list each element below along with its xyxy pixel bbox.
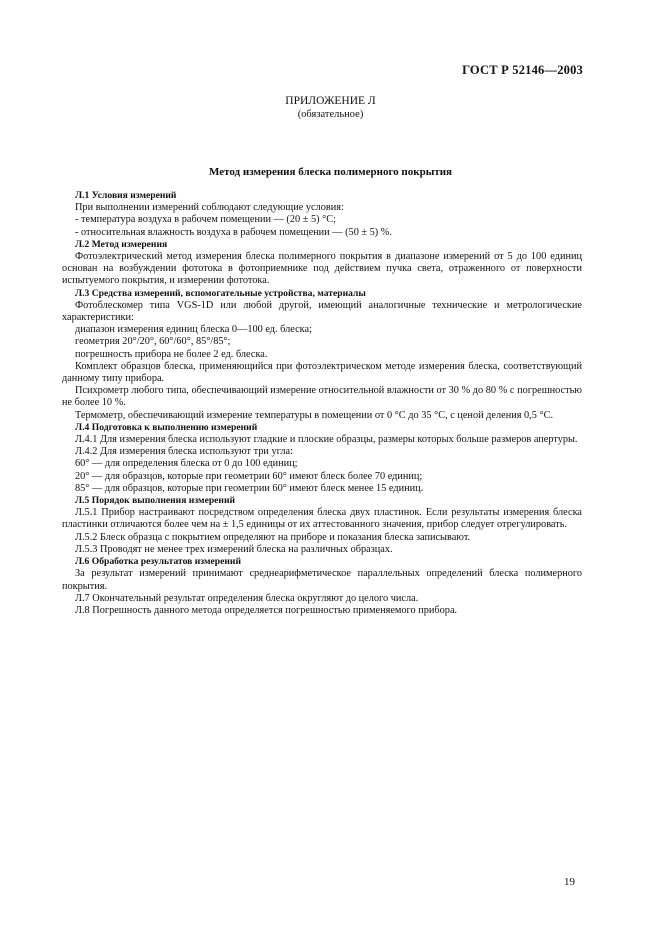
appendix-block xyxy=(0,95,661,121)
paragraph: Психрометр любого типа, обеспечивающий измерение относительной влажности от 30 % до 80 % с погрешностью не более 10 %. xyxy=(62,385,582,409)
section-heading: Л.2 Метод измерения xyxy=(75,238,168,250)
list-item: диапазон измерения единиц блеска 0—100 ед. блеска; xyxy=(75,324,312,336)
section-heading: Л.3 Средства измерений, вспомогательные устройства, материалы xyxy=(75,287,366,299)
list-item: 60° — для определения блеска от 0 до 100 единиц; xyxy=(75,458,298,470)
section-heading: Л.6 Обработка результатов измерений xyxy=(75,556,241,568)
paragraph: Л.8 Погрешность данного метода определяется погрешностью применяемого прибора. xyxy=(75,604,458,616)
paragraph: За результат измерений принимают среднеарифметическое параллельных определений блеска полимерного покрытия. xyxy=(62,568,582,592)
paragraph: Фотоблескомер типа VGS-1D или любой другой, имеющий аналогичные технические и метрологические характеристики: xyxy=(62,299,582,324)
section-heading: Л.1 Условия измерений xyxy=(75,190,177,201)
paragraph: Л.5.1 Прибор настраивают посредством определения блеска двух пластинок. Если результаты измерения блеска пластинки отличаются более чем на ± 1,5 единицы от их аттестованного значения, прибор следует отрегулировать. xyxy=(62,507,582,531)
appendix-status: (обязательное) xyxy=(297,109,364,120)
list-item: - относительная влажность воздуха в рабочем помещении — (50 ± 5) %. xyxy=(75,226,392,238)
list-item: геометрия 20°/20°, 60°/60°, 85°/85°; xyxy=(75,336,231,348)
standard-number: ГОСТ Р 52146—2003 xyxy=(462,63,583,77)
paragraph: Л.5.3 Проводят не менее трех измерений блеска на различных образцах. xyxy=(75,543,393,555)
appendix-title: ПРИЛОЖЕНИЕ Л xyxy=(285,95,376,107)
paragraph: Л.4.1 Для измерения блеска используют гладкие и плоские образцы, размеры которых больше размеров апертуры. xyxy=(75,434,578,446)
paragraph: Фотоэлектрический метод измерения блеска полимерного покрытия в диапазоне измерений от 5 до 100 единиц основан на возбуждении фототока в фотоприемнике под действием пучка света, отраженного от поверхности испытуемого покрытия, и измерении фототока. xyxy=(62,251,582,287)
paragraph: Комплект образцов блеска, применяющийся при фотоэлектрическом методе измерения блеска, соответствующий данному типу прибора. xyxy=(62,360,582,385)
document-title: Метод измерения блеска полимерного покрытия xyxy=(208,166,453,178)
section-heading: Л.4 Подготовка к выполнению измерений xyxy=(75,421,258,433)
paragraph: Л.7 Окончательный результат определения блеска округляют до целого числа. xyxy=(75,592,419,604)
paragraph: Л.4.2 Для измерения блеска используют три угла: xyxy=(75,446,293,458)
paragraph: При выполнении измерений соблюдают следующие условия: xyxy=(75,202,344,214)
list-item: погрешность прибора не более 2 ед. блеска. xyxy=(75,348,268,360)
page-number: 19 xyxy=(564,876,575,888)
list-item: 20° — для образцов, которые при геометрии 60° имеют блеск более 70 единиц; xyxy=(75,470,423,482)
list-item: - температура воздуха в рабочем помещении — (20 ± 5) °С; xyxy=(75,214,336,226)
paragraph: Л.5.2 Блеск образца с покрытием определяют на приборе и показания блеска записывают. xyxy=(75,531,471,543)
list-item: 85° — для образцов, которые при геометрии 60° имеют блеск менее 15 единиц. xyxy=(75,482,424,494)
paragraph: Термометр, обеспечивающий измерение температуры в помещении от 0 °С до 35 °С, с ценой деления 0,5 °С. xyxy=(75,409,554,421)
section-heading: Л.5 Порядок выполнения измерений xyxy=(75,495,236,507)
document-body xyxy=(62,190,582,617)
